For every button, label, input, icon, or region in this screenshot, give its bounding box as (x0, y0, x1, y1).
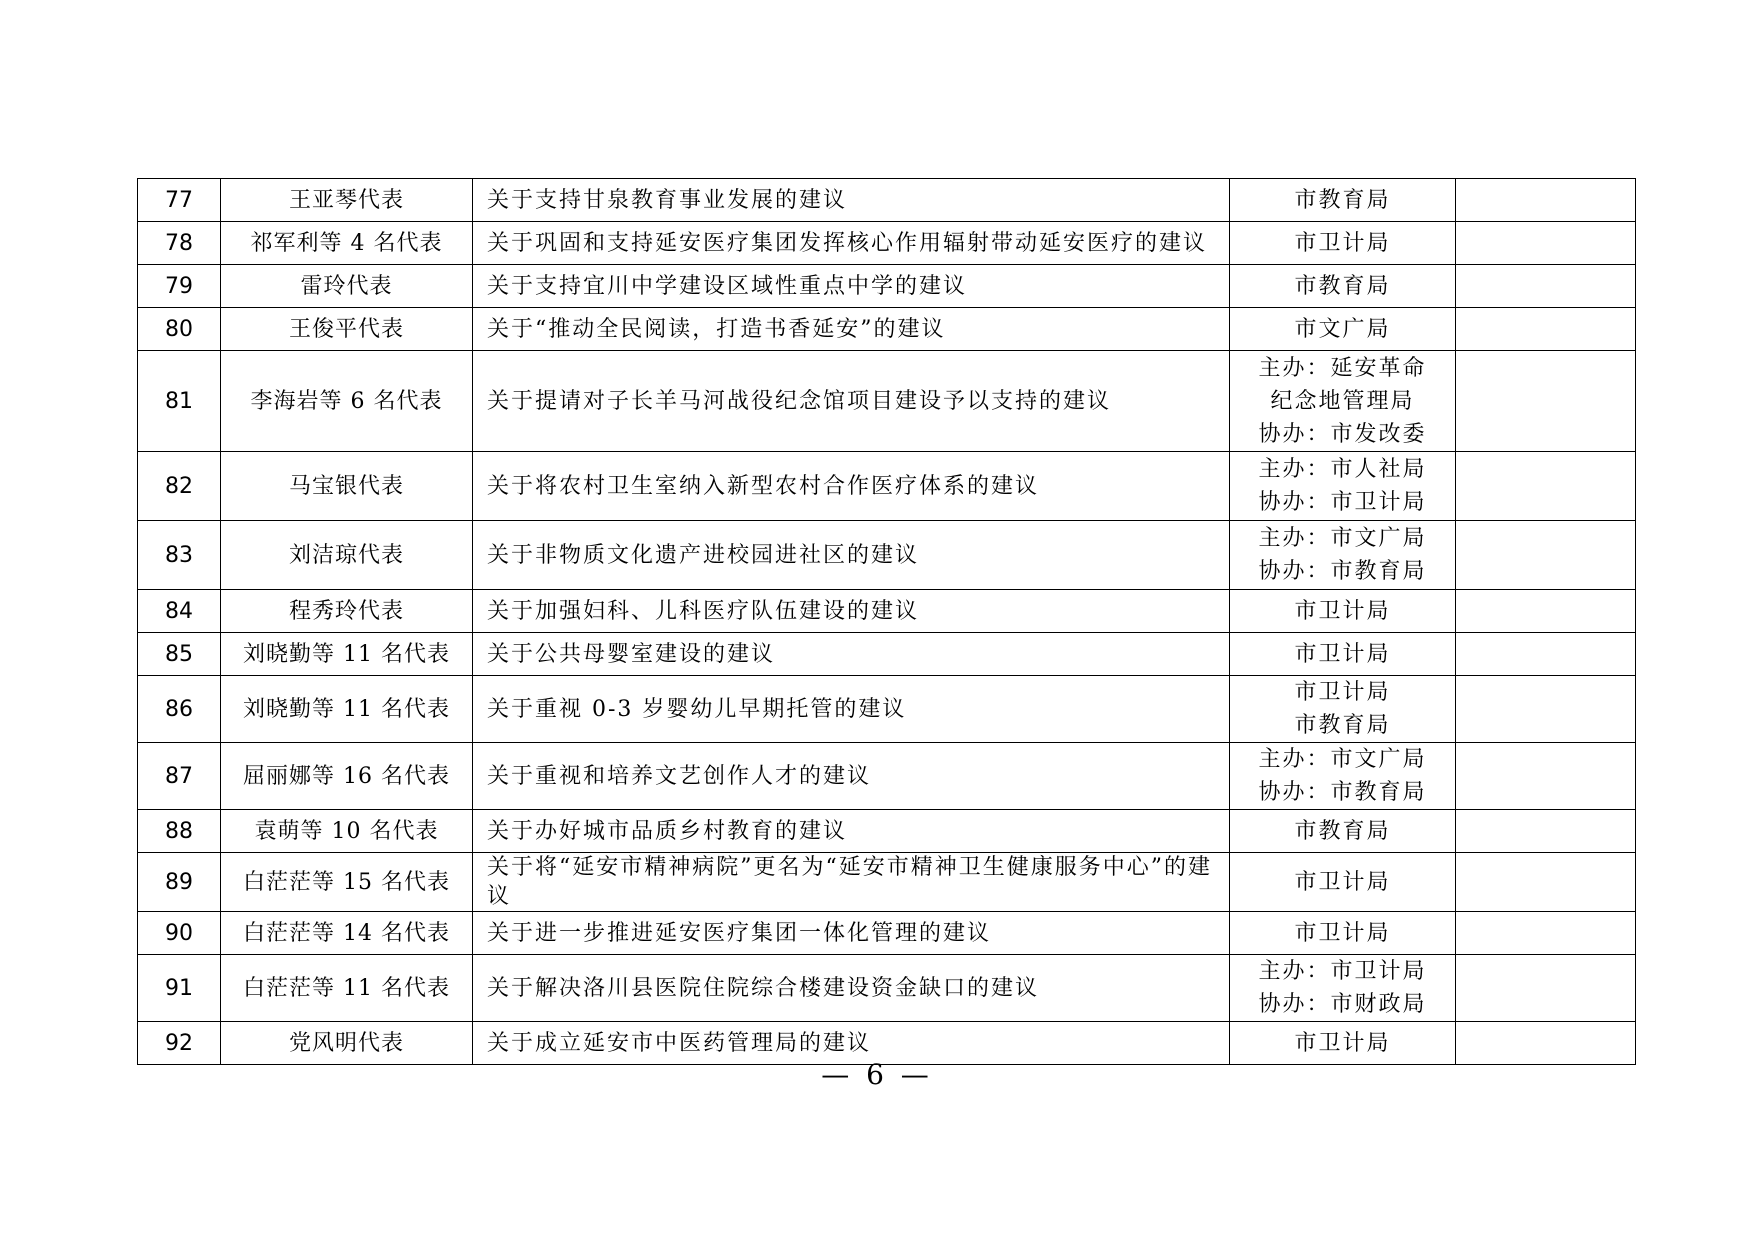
department-line: 主办：延安革命 (1258, 355, 1427, 381)
row-number: 89 (138, 853, 221, 912)
row-number: 82 (138, 452, 221, 521)
table-row (138, 590, 1636, 633)
handling-department (1230, 676, 1456, 743)
department-line: 纪念地管理局 (1270, 388, 1415, 414)
remarks-cell (1456, 179, 1636, 222)
representative: 白茫茫等 15 名代表 (221, 853, 473, 912)
department-line: 市教育局 (1294, 713, 1391, 738)
proposal-title: 关于进一步推进延安医疗集团一体化管理的建议 (473, 912, 1230, 955)
proposal-title: 关于提请对子长羊马河战役纪念馆项目建设予以支持的建议 (473, 351, 1230, 452)
handling-department (1230, 265, 1456, 308)
department-line: 市卫计局 (1294, 598, 1391, 624)
remarks-cell (1456, 810, 1636, 853)
handling-department (1230, 853, 1456, 912)
department-line: 主办：市文广局 (1258, 747, 1427, 772)
proposal-title: 关于重视和培养文艺创作人才的建议 (473, 743, 1230, 810)
handling-department (1230, 743, 1456, 810)
department-line: 市教育局 (1294, 273, 1391, 299)
department-line: 市卫计局 (1294, 920, 1391, 946)
handling-department (1230, 633, 1456, 676)
proposal-title: 关于办好城市品质乡村教育的建议 (473, 810, 1230, 853)
row-number: 92 (138, 1022, 221, 1065)
representative: 党风明代表 (221, 1022, 473, 1065)
proposal-title: 关于支持宜川中学建设区域性重点中学的建议 (473, 265, 1230, 308)
representative: 白茫茫等 14 名代表 (221, 912, 473, 955)
row-number: 88 (138, 810, 221, 853)
representative: 袁萌等 10 名代表 (221, 810, 473, 853)
proposal-table (137, 178, 1636, 1065)
department-line: 协办：市教育局 (1258, 559, 1427, 584)
department-line: 主办：市文广局 (1258, 526, 1427, 551)
proposal-title: 关于将农村卫生室纳入新型农村合作医疗体系的建议 (473, 452, 1230, 521)
representative: 李海岩等 6 名代表 (221, 351, 473, 452)
remarks-cell (1456, 676, 1636, 743)
handling-department (1230, 351, 1456, 452)
remarks-cell (1456, 633, 1636, 676)
representative: 程秀玲代表 (221, 590, 473, 633)
remarks-cell (1456, 853, 1636, 912)
proposal-title: 关于解决洛川县医院住院综合楼建设资金缺口的建议 (473, 955, 1230, 1022)
remarks-cell (1456, 912, 1636, 955)
department-line: 市卫计局 (1294, 869, 1391, 895)
handling-department (1230, 590, 1456, 633)
table-row (138, 633, 1636, 676)
department-line: 协办：市教育局 (1258, 780, 1427, 805)
table-row (138, 179, 1636, 222)
row-number: 83 (138, 521, 221, 590)
remarks-cell (1456, 265, 1636, 308)
remarks-cell (1456, 743, 1636, 810)
row-number: 80 (138, 308, 221, 351)
proposal-title: 关于加强妇科、儿科医疗队伍建设的建议 (473, 590, 1230, 633)
department-line: 市卫计局 (1294, 1030, 1391, 1056)
table-row (138, 955, 1636, 1022)
row-number: 79 (138, 265, 221, 308)
representative: 王亚琴代表 (221, 179, 473, 222)
representative: 刘晓勤等 11 名代表 (221, 633, 473, 676)
representative: 王俊平代表 (221, 308, 473, 351)
representative: 刘洁琼代表 (221, 521, 473, 590)
table-row (138, 810, 1636, 853)
row-number: 77 (138, 179, 221, 222)
department-line: 市卫计局 (1294, 680, 1391, 705)
proposal-title: 关于“推动全民阅读，打造书香延安”的建议 (473, 308, 1230, 351)
department-line: 市教育局 (1294, 187, 1391, 213)
department-line: 主办：市卫计局 (1258, 959, 1427, 984)
proposal-title: 关于公共母婴室建设的建议 (473, 633, 1230, 676)
row-number: 87 (138, 743, 221, 810)
table-row (138, 521, 1636, 590)
row-number: 78 (138, 222, 221, 265)
representative: 祁军利等 4 名代表 (221, 222, 473, 265)
remarks-cell (1456, 351, 1636, 452)
remarks-cell (1456, 222, 1636, 265)
representative: 屈丽娜等 16 名代表 (221, 743, 473, 810)
proposal-title: 关于成立延安市中医药管理局的建议 (473, 1022, 1230, 1065)
department-line: 市卫计局 (1294, 230, 1391, 256)
department-line: 协办：市卫计局 (1258, 490, 1427, 515)
table-row (138, 351, 1636, 452)
department-line: 主办：市人社局 (1258, 457, 1427, 482)
table-row (138, 308, 1636, 351)
table-row (138, 743, 1636, 810)
representative: 白茫茫等 11 名代表 (221, 955, 473, 1022)
representative: 雷玲代表 (221, 265, 473, 308)
row-number: 81 (138, 351, 221, 452)
table-row (138, 676, 1636, 743)
row-number: 91 (138, 955, 221, 1022)
remarks-cell (1456, 452, 1636, 521)
representative: 刘晓勤等 11 名代表 (221, 676, 473, 743)
handling-department (1230, 308, 1456, 351)
handling-department (1230, 452, 1456, 521)
remarks-cell (1456, 955, 1636, 1022)
table-row (138, 853, 1636, 912)
handling-department (1230, 955, 1456, 1022)
proposal-title: 关于将“延安市精神病院”更名为“延安市精神卫生健康服务中心”的建议 (473, 853, 1230, 912)
table-row (138, 912, 1636, 955)
proposal-title: 关于巩固和支持延安医疗集团发挥核心作用辐射带动延安医疗的建议 (473, 222, 1230, 265)
department-line: 市文广局 (1294, 316, 1391, 342)
proposal-title: 关于支持甘泉教育事业发展的建议 (473, 179, 1230, 222)
table-row (138, 222, 1636, 265)
handling-department (1230, 912, 1456, 955)
department-line: 市卫计局 (1294, 641, 1391, 667)
department-line: 协办：市财政局 (1258, 992, 1427, 1017)
remarks-cell (1456, 308, 1636, 351)
table-row (138, 265, 1636, 308)
page-number: — 6 — (821, 1058, 933, 1091)
department-line: 协办：市发改委 (1258, 421, 1427, 447)
row-number: 90 (138, 912, 221, 955)
remarks-cell (1456, 521, 1636, 590)
row-number: 84 (138, 590, 221, 633)
row-number: 85 (138, 633, 221, 676)
handling-department (1230, 222, 1456, 265)
proposal-title: 关于非物质文化遗产进校园进社区的建议 (473, 521, 1230, 590)
handling-department (1230, 521, 1456, 590)
row-number: 86 (138, 676, 221, 743)
representative: 马宝银代表 (221, 452, 473, 521)
table-row (138, 452, 1636, 521)
proposal-title: 关于重视 0-3 岁婴幼儿早期托管的建议 (473, 676, 1230, 743)
handling-department (1230, 810, 1456, 853)
department-line: 市教育局 (1294, 818, 1391, 844)
remarks-cell (1456, 590, 1636, 633)
handling-department (1230, 179, 1456, 222)
